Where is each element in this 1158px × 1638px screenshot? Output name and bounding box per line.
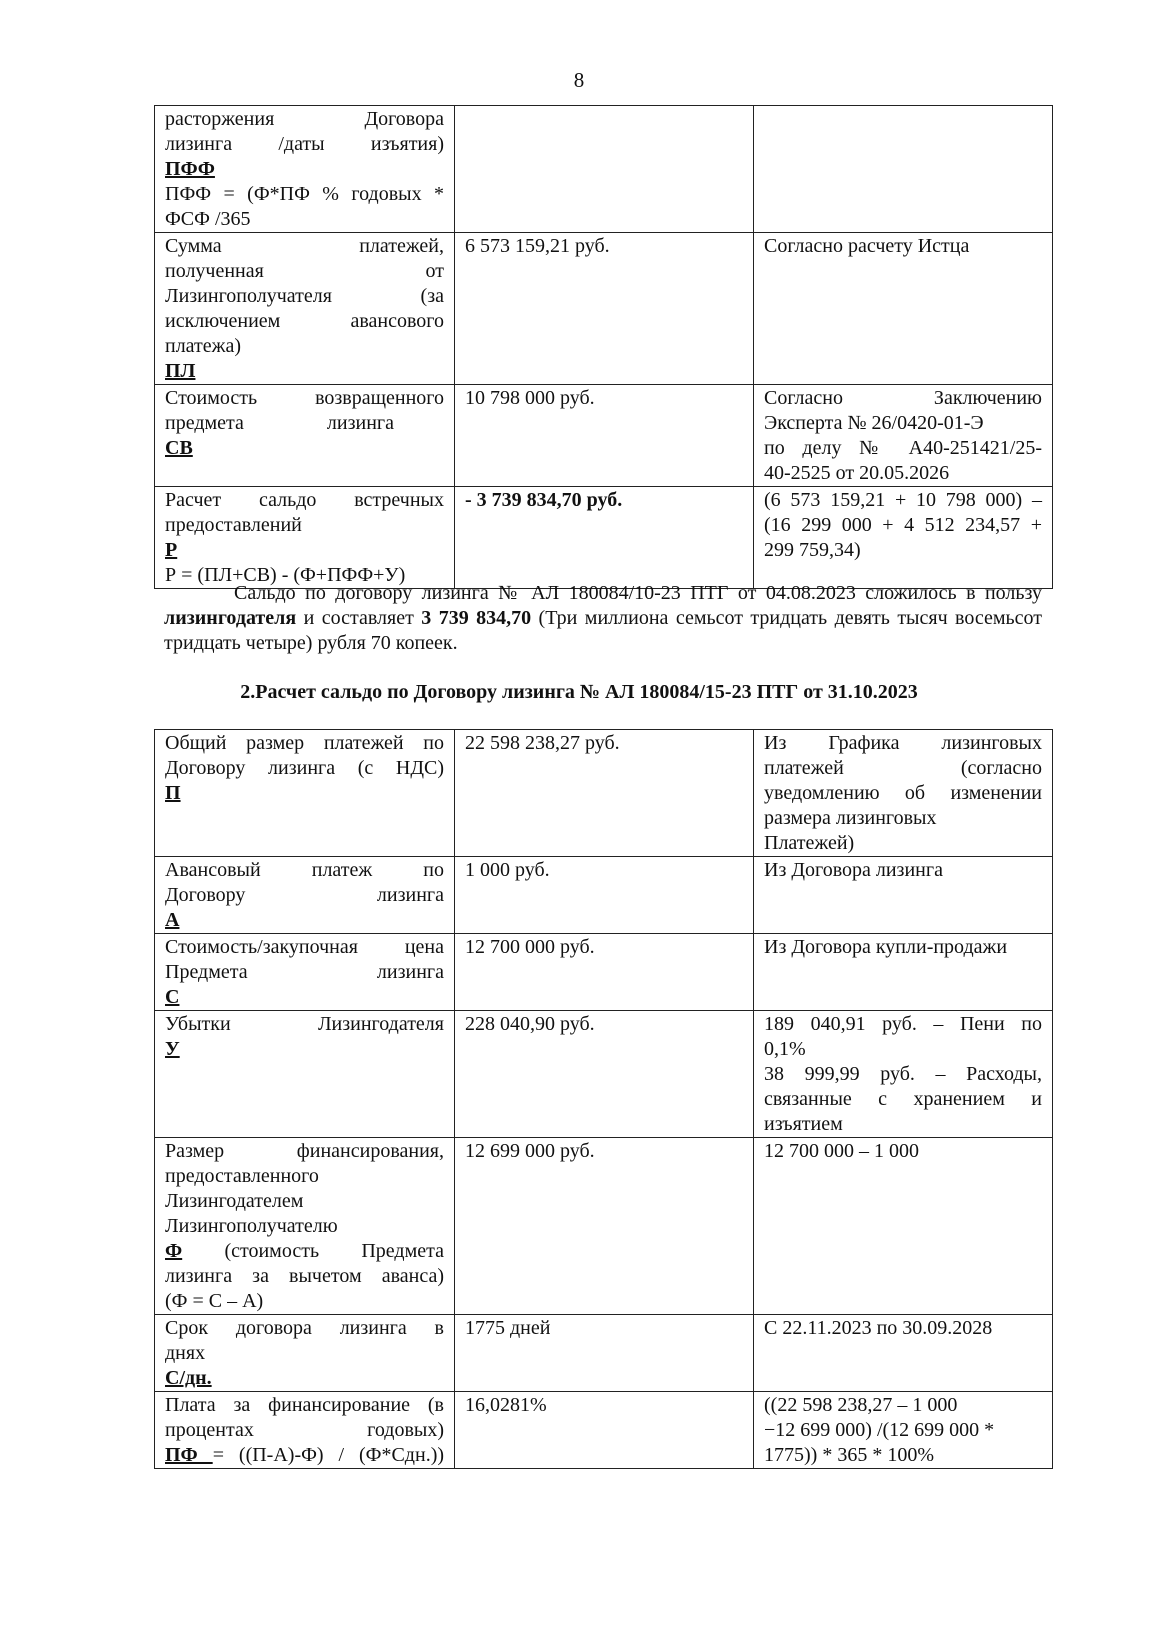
table-leasing-2 (154, 729, 1053, 1469)
row-value: 12 700 000 руб. (455, 934, 754, 1011)
row-label: Убытки Лизингодателя У (155, 1011, 455, 1138)
row-label: Срок договора лизинга в днях С/дн. (155, 1315, 455, 1392)
table-row (155, 385, 1053, 487)
table-row (155, 233, 1053, 385)
table-row (155, 1315, 1053, 1392)
code-r: Р (165, 539, 178, 561)
row-value: 10 798 000 руб. (455, 385, 754, 487)
table-row (155, 1392, 1053, 1469)
row-note: Согласно Заключению Эксперта № 26/0420-01-Э по делу № А40-251421/25- 40-2525 от 20.05.2026 (754, 385, 1053, 487)
row-label: Стоимость/закупочная цена Предмета лизинга С (155, 934, 455, 1011)
row-value: 6 573 159,21 руб. (455, 233, 754, 385)
row-label: расторжения Договора лизинга /даты изъятия) ПФФ ПФФ = (Ф*ПФ % годовых * ФСФ /365 (155, 106, 455, 233)
code-pff: ПФФ (165, 158, 215, 180)
row-label: Общий размер платежей по Договору лизинга (с НДС) П (155, 730, 455, 857)
table-row (155, 106, 1053, 233)
code-sdn: С/дн. (165, 1367, 212, 1389)
row-note: Из Графика лизинговых платежей (согласно уведомлению об изменении размера лизинговых Платежей) (754, 730, 1053, 857)
table-row (155, 487, 1053, 589)
row-note: Из Договора купли-продажи (754, 934, 1053, 1011)
table-row (155, 857, 1053, 934)
code-pl: ПЛ (165, 360, 196, 382)
row-value: - 3 739 834,70 руб. (455, 487, 754, 589)
row-note: ((22 598 238,27 – 1 000 −12 699 000) /(12 699 000 * 1775)) * 365 * 100% (754, 1392, 1053, 1469)
row-value: 16,0281% (455, 1392, 754, 1469)
row-value: 12 699 000 руб. (455, 1138, 754, 1315)
row-label: Сумма платежей, полученная от Лизингополучателя (за исключением авансового платежа) ПЛ (155, 233, 455, 385)
row-label: Стоимость возвращенного предмета лизинга СВ (155, 385, 455, 487)
row-note: Из Договора лизинга (754, 857, 1053, 934)
row-note (754, 106, 1053, 233)
row-value (455, 106, 754, 233)
code-u: У (165, 1038, 180, 1060)
code-pf: ПФ (165, 1444, 213, 1466)
code-sv: СВ (165, 437, 193, 459)
table-row (155, 1011, 1053, 1138)
row-value: 1775 дней (455, 1315, 754, 1392)
row-note: Согласно расчету Истца (754, 233, 1053, 385)
table-row (155, 1138, 1053, 1315)
row-value: 1 000 руб. (455, 857, 754, 934)
row-label: Авансовый платеж по Договору лизинга А (155, 857, 455, 934)
row-value: 22 598 238,27 руб. (455, 730, 754, 857)
section-heading: 2.Расчет сальдо по Договору лизинга № АЛ 180084/15-23 ПТГ от 31.10.2023 (240, 681, 918, 703)
table-row (155, 730, 1053, 857)
row-note: (6 573 159,21 + 10 798 000) – (16 299 000 + 4 512 234,57 + 299 759,34) (754, 487, 1053, 589)
row-value: 228 040,90 руб. (455, 1011, 754, 1138)
table-row (155, 934, 1053, 1011)
row-label: Плата за финансирование (в процентах годовых) ПФ = ((П-А)-Ф) / (Ф*Сдн.)) (155, 1392, 455, 1469)
row-note: 189 040,91 руб. – Пени по 0,1% 38 999,99 руб. – Расходы, связанные с хранением и изъятием (754, 1011, 1053, 1138)
table-leasing-1 (154, 105, 1053, 589)
code-p: П (165, 782, 181, 804)
row-label: Размер финансирования, предоставленного Лизингодателем Лизингополучателю Ф (стоимость Предмета лизинга за вычетом аванса) (Ф = С – А) (155, 1138, 455, 1315)
row-label: Расчет сальдо встречных предоставлений Р Р = (ПЛ+СВ) - (Ф+ПФФ+У) (155, 487, 455, 589)
code-a: А (165, 909, 180, 931)
row-note: С 22.11.2023 по 30.09.2028 (754, 1315, 1053, 1392)
code-f: Ф (165, 1240, 183, 1262)
row-note: 12 700 000 – 1 000 (754, 1138, 1053, 1315)
code-s: С (165, 986, 180, 1008)
page-number: 8 (573, 68, 585, 92)
summary-paragraph: Сальдо по договору лизинга № АЛ 180084/10-23 ПТГ от 04.08.2023 сложилось в пользу лизингодателя и составляет 3 739 834,70 (Три миллиона семьсот тридцать девять тысяч восемьсот тридцать четыре) рубля 70 копеек. (164, 582, 1042, 654)
